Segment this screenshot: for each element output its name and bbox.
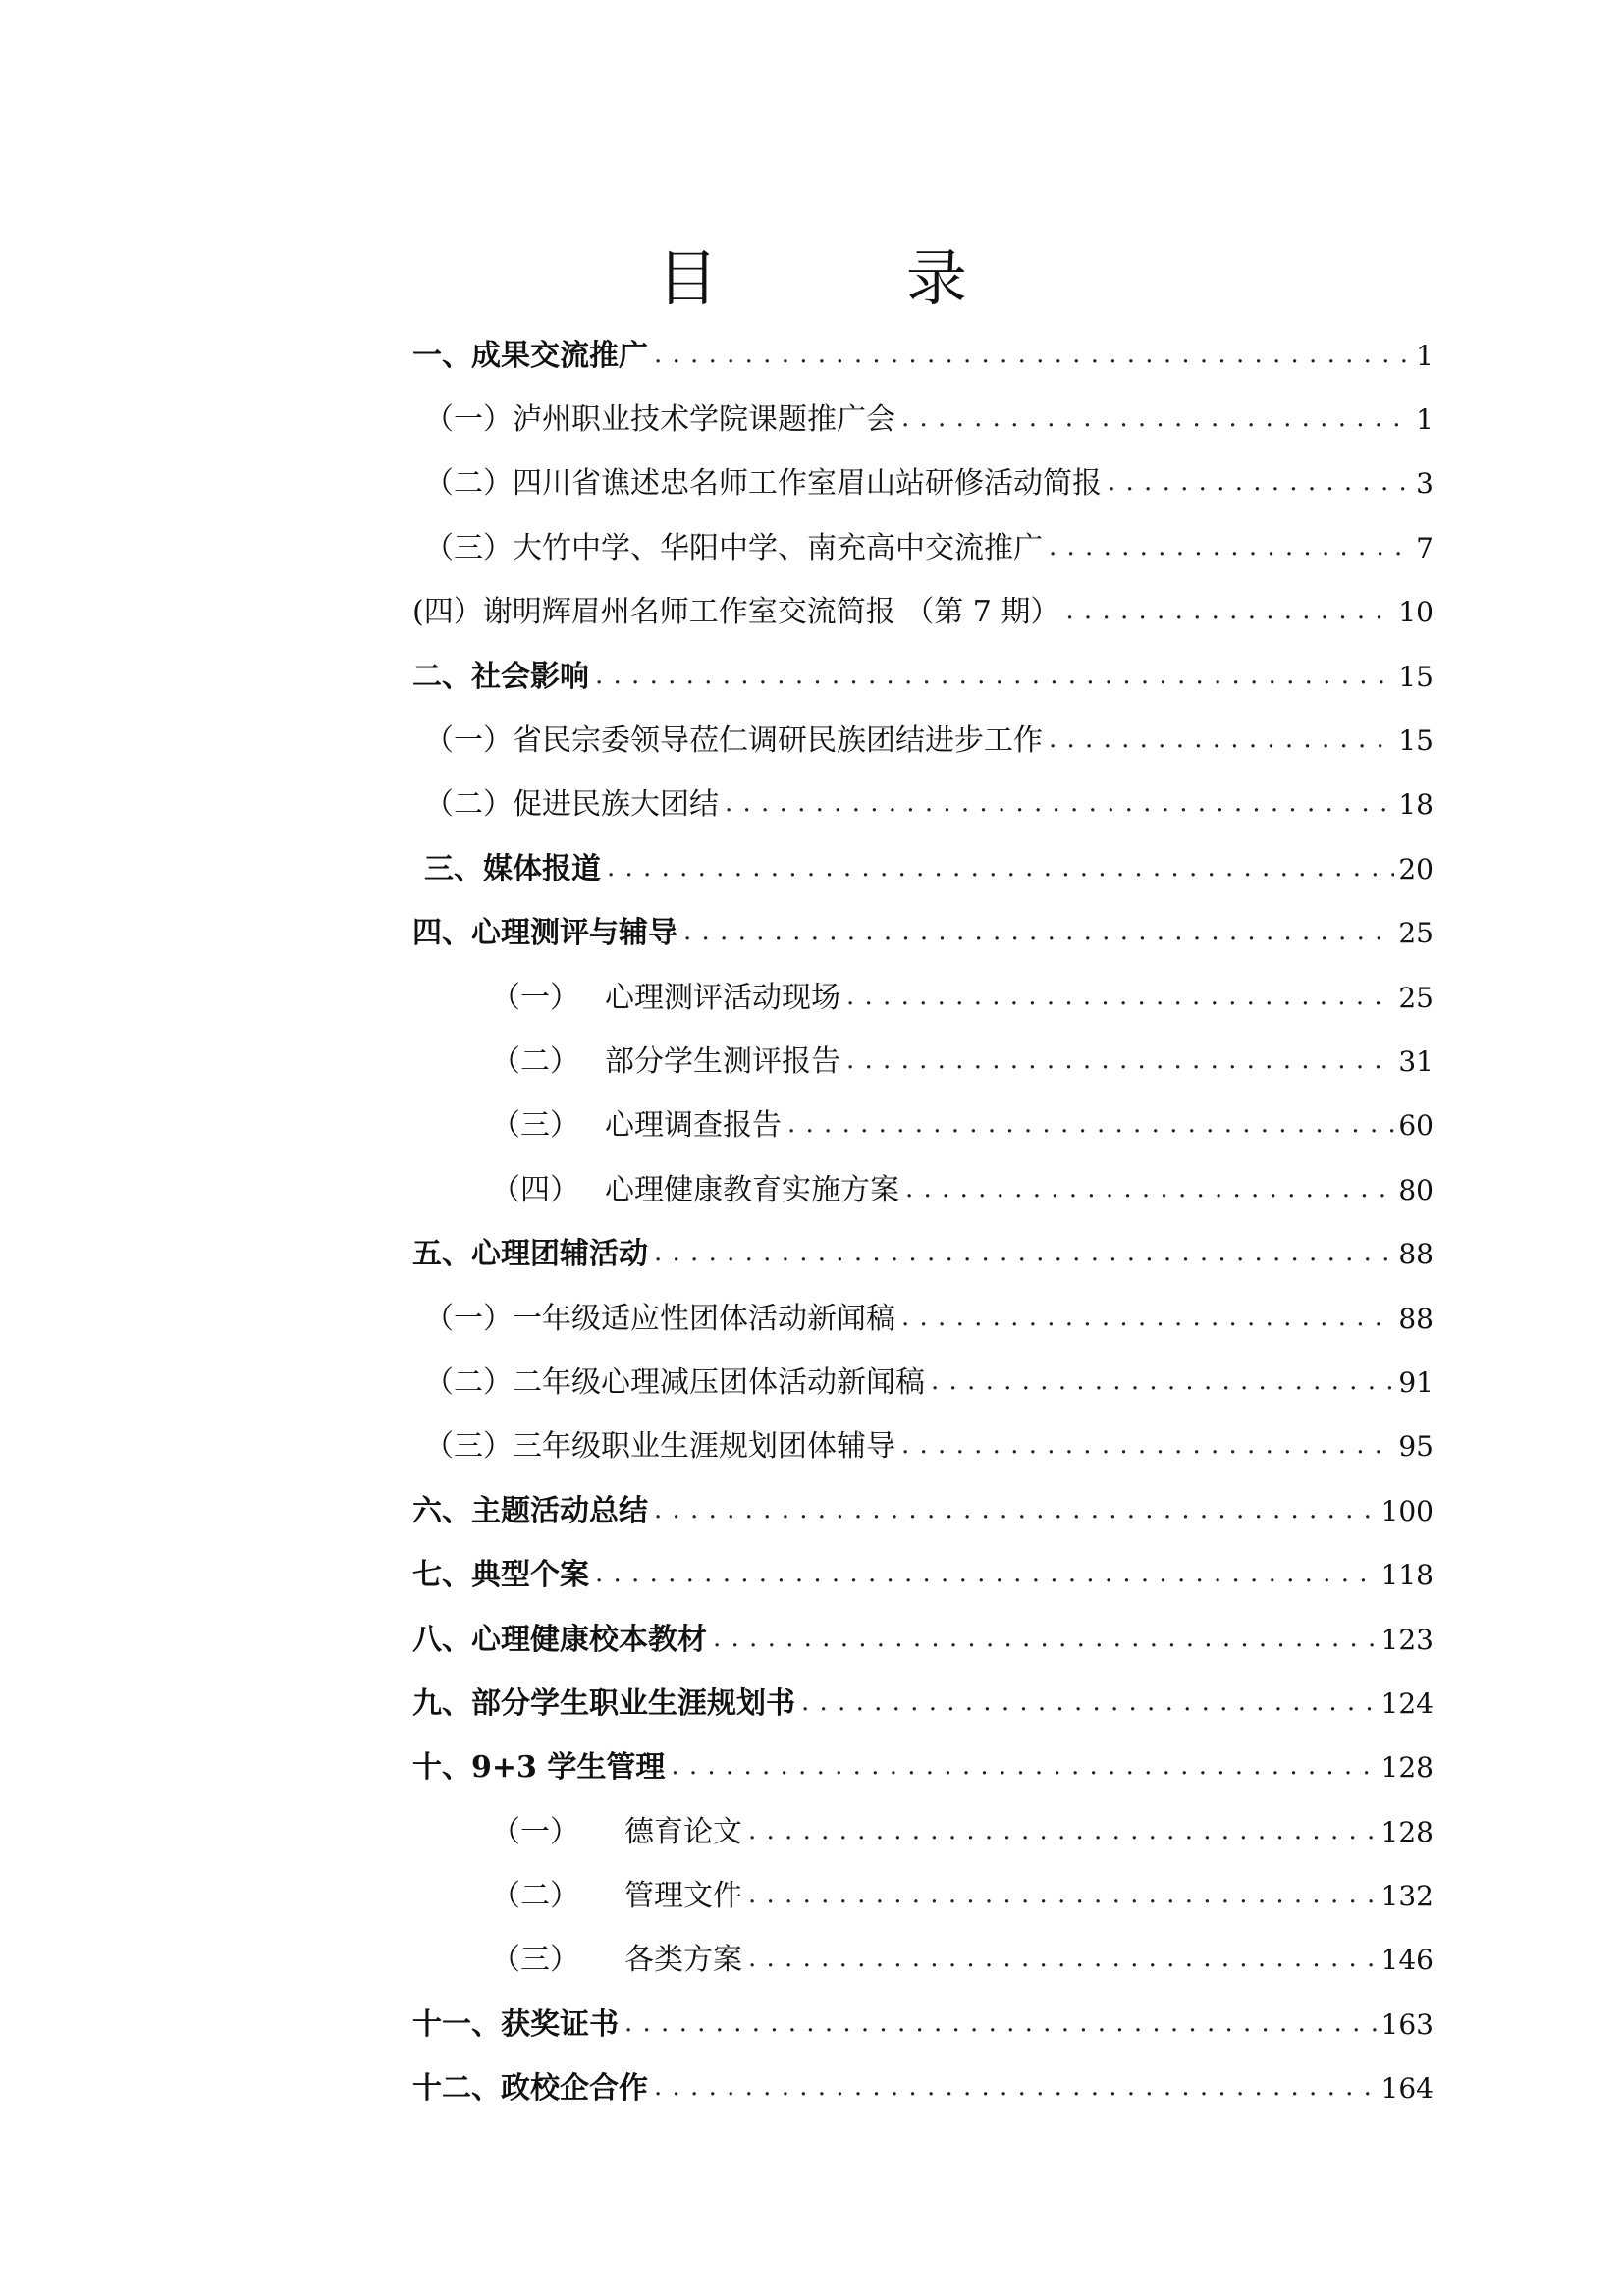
toc-entry-xueshengguanli[interactable] bbox=[412, 1736, 1434, 1800]
toc-label: 十二、政校企合作 bbox=[412, 2069, 650, 2109]
toc-label-text: 心理调查报告 bbox=[605, 1108, 782, 1144]
dot-leader bbox=[595, 1556, 1378, 1595]
toc-entry-cepingbaogao[interactable] bbox=[412, 1030, 1434, 1094]
toc-label: 十一、获奖证书 bbox=[412, 2005, 621, 2045]
toc-label: （二）二年级心理减压团体活动新闻稿 bbox=[424, 1363, 927, 1403]
dot-leader bbox=[595, 658, 1394, 697]
dot-leader bbox=[748, 1941, 1378, 1980]
toc-page-number: 60 bbox=[1398, 1109, 1434, 1143]
dot-leader bbox=[801, 1684, 1378, 1724]
toc-page-number: 118 bbox=[1380, 1559, 1434, 1592]
toc-page-number: 124 bbox=[1380, 1686, 1434, 1720]
dot-leader bbox=[1108, 464, 1412, 504]
toc-label: 九、部分学生职业生涯规划书 bbox=[412, 1684, 797, 1724]
toc-page-number: 123 bbox=[1380, 1623, 1434, 1656]
toc-page-number: 128 bbox=[1380, 1751, 1434, 1785]
toc-prefix: （四） bbox=[491, 1172, 579, 1207]
toc-prefix: （三） bbox=[491, 1108, 579, 1144]
toc-label: 三、媒体报道 bbox=[424, 850, 603, 889]
dot-leader bbox=[787, 1106, 1394, 1146]
toc-entry-dianxinggean[interactable] bbox=[412, 1543, 1434, 1607]
toc-page-number: 31 bbox=[1398, 1044, 1434, 1078]
toc-page-number: 10 bbox=[1398, 596, 1434, 629]
toc-entry-xieminghui[interactable] bbox=[412, 581, 1434, 645]
toc-label: 十、9+3 学生管理 bbox=[412, 1748, 667, 1788]
toc-label-text: 管理文件 bbox=[624, 1879, 742, 1914]
toc-label: （三）三年级职业生涯规划团体辅导 bbox=[424, 1427, 897, 1467]
toc-label-text: 各类方案 bbox=[624, 1943, 742, 1978]
toc-page-number: 25 bbox=[1398, 981, 1434, 1014]
toc-prefix: （三） bbox=[491, 1943, 579, 1978]
toc-label: （二）促进民族大团结 bbox=[424, 785, 721, 825]
dot-leader bbox=[671, 1748, 1377, 1788]
dot-leader bbox=[846, 979, 1394, 1018]
toc-page-number: 88 bbox=[1398, 1302, 1434, 1335]
toc-page-number: 95 bbox=[1398, 1430, 1434, 1464]
toc-page-number: 7 bbox=[1416, 531, 1434, 564]
toc-page-number: 128 bbox=[1380, 1815, 1434, 1848]
toc-label bbox=[491, 1813, 744, 1852]
toc-page-number: 164 bbox=[1380, 2072, 1434, 2106]
toc-entry-jiaocai[interactable] bbox=[412, 1608, 1434, 1672]
toc-label: 六、主题活动总结 bbox=[412, 1492, 650, 1531]
toc-entry-dazhu[interactable] bbox=[412, 516, 1434, 580]
table-of-contents bbox=[412, 324, 1434, 2121]
toc-label bbox=[491, 1941, 744, 1980]
toc-label: 八、心理健康校本教材 bbox=[412, 1621, 709, 1660]
toc-page-number: 20 bbox=[1398, 852, 1434, 885]
toc-label: （二）四川省谯述忠名师工作室眉山站研修活动简报 bbox=[424, 464, 1104, 504]
toc-label bbox=[491, 1171, 901, 1210]
toc-page-number: 15 bbox=[1398, 724, 1434, 758]
dot-leader bbox=[748, 1813, 1378, 1852]
toc-entry-shehui[interactable] bbox=[412, 645, 1434, 709]
toc-label-text: 心理健康教育实施方案 bbox=[605, 1172, 899, 1207]
toc-label: (四）谢明辉眉州名师工作室交流简报 （第 7 期） bbox=[412, 593, 1061, 632]
toc-entry-shishifangan[interactable] bbox=[412, 1158, 1434, 1222]
toc-label: 五、心理团辅活动 bbox=[412, 1235, 650, 1274]
toc-page-number: 3 bbox=[1416, 467, 1434, 501]
toc-page-number: 88 bbox=[1398, 1238, 1434, 1271]
toc-entry-tuanjie[interactable] bbox=[412, 774, 1434, 837]
dot-leader bbox=[654, 1235, 1394, 1274]
dot-leader bbox=[931, 1363, 1394, 1403]
toc-entry-zhutihuodong[interactable] bbox=[412, 1479, 1434, 1543]
toc-prefix: （一） bbox=[491, 1814, 579, 1849]
toc-entry-cepinghuodong[interactable] bbox=[412, 966, 1434, 1030]
toc-page-number: 132 bbox=[1380, 1880, 1434, 1913]
toc-label bbox=[491, 1877, 744, 1916]
toc-entry-deyulunwen[interactable] bbox=[412, 1800, 1434, 1864]
toc-entry-geleifangan[interactable] bbox=[412, 1929, 1434, 1993]
dot-leader bbox=[901, 400, 1412, 440]
toc-page-number: 1 bbox=[1416, 403, 1434, 437]
toc-label bbox=[491, 1106, 784, 1146]
toc-page-number: 80 bbox=[1398, 1173, 1434, 1206]
toc-page-number: 1 bbox=[1416, 339, 1434, 372]
dot-leader bbox=[683, 914, 1394, 953]
toc-page-number: 163 bbox=[1380, 2007, 1434, 2041]
page-title: 目 录 bbox=[657, 242, 1052, 314]
toc-label: （一）泸州职业技术学院课题推广会 bbox=[424, 400, 897, 440]
toc-entry-qiaoshuzhong[interactable] bbox=[412, 453, 1434, 516]
dot-leader bbox=[607, 850, 1394, 889]
dot-leader bbox=[654, 337, 1412, 376]
toc-entry-guanliwenjian[interactable] bbox=[412, 1864, 1434, 1928]
toc-label bbox=[491, 1042, 842, 1082]
toc-page-number: 100 bbox=[1380, 1494, 1434, 1527]
toc-entry-ernianji[interactable] bbox=[412, 1351, 1434, 1415]
toc-entry-meiti[interactable] bbox=[412, 837, 1434, 901]
toc-entry-huojiang[interactable] bbox=[412, 1993, 1434, 2056]
toc-entry-zhengxiaoqi[interactable] bbox=[412, 2057, 1434, 2121]
toc-label-text: 部分学生测评报告 bbox=[605, 1043, 840, 1079]
toc-entry-chengguo[interactable] bbox=[412, 324, 1434, 388]
toc-page-number: 91 bbox=[1398, 1365, 1434, 1399]
toc-entry-minzongwei[interactable] bbox=[412, 709, 1434, 773]
dot-leader bbox=[1049, 721, 1394, 761]
toc-prefix: （二） bbox=[491, 1043, 579, 1079]
toc-entry-diaocha[interactable] bbox=[412, 1095, 1434, 1158]
toc-entry-yinianji[interactable] bbox=[412, 1287, 1434, 1351]
dot-leader bbox=[905, 1171, 1394, 1210]
toc-label: 二、社会影响 bbox=[412, 658, 591, 697]
dot-leader bbox=[713, 1621, 1378, 1660]
toc-label: （三）大竹中学、华阳中学、南充高中交流推广 bbox=[424, 529, 1045, 568]
dot-leader bbox=[654, 2069, 1378, 2109]
toc-label-text: 德育论文 bbox=[624, 1814, 742, 1849]
dot-leader bbox=[846, 1042, 1394, 1082]
toc-entry-luzhou[interactable] bbox=[412, 388, 1434, 452]
dot-leader bbox=[1049, 529, 1412, 568]
toc-page-number: 146 bbox=[1380, 1944, 1434, 1977]
toc-label: （一）一年级适应性团体活动新闻稿 bbox=[424, 1300, 897, 1339]
toc-entry-tuanfu[interactable] bbox=[412, 1222, 1434, 1286]
dot-leader bbox=[1065, 593, 1394, 632]
toc-prefix: （一） bbox=[491, 980, 579, 1015]
dot-leader bbox=[901, 1427, 1394, 1467]
dot-leader bbox=[748, 1877, 1378, 1916]
toc-page-number: 15 bbox=[1398, 660, 1434, 693]
dot-leader bbox=[654, 1492, 1378, 1531]
toc-label-text: 心理测评活动现场 bbox=[605, 980, 840, 1015]
toc-entry-sannianji[interactable] bbox=[412, 1415, 1434, 1479]
toc-label: 四、心理测评与辅导 bbox=[412, 914, 679, 953]
toc-prefix: （二） bbox=[491, 1879, 579, 1914]
dot-leader bbox=[901, 1300, 1394, 1339]
toc-label: 七、典型个案 bbox=[412, 1556, 591, 1595]
toc-label: （一）省民宗委领导莅仁调研民族团结进步工作 bbox=[424, 721, 1045, 761]
toc-entry-xinliceping[interactable] bbox=[412, 902, 1434, 966]
toc-label: 一、成果交流推广 bbox=[412, 337, 650, 376]
toc-page-number: 18 bbox=[1398, 788, 1434, 822]
toc-entry-guihuashu[interactable] bbox=[412, 1672, 1434, 1735]
dot-leader bbox=[624, 2005, 1378, 2045]
toc-page-number: 25 bbox=[1398, 917, 1434, 950]
toc-label bbox=[491, 979, 842, 1018]
dot-leader bbox=[725, 785, 1394, 825]
